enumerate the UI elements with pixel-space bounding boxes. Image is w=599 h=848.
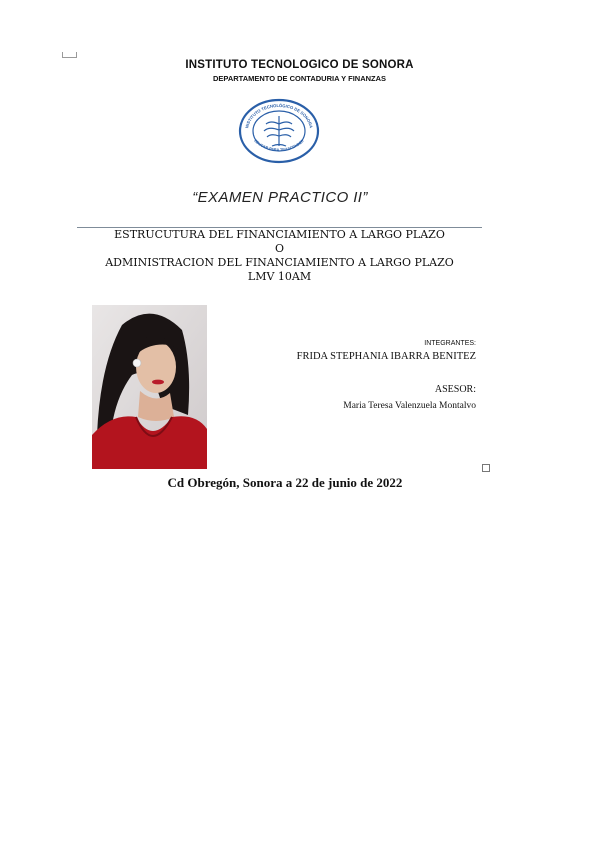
- subject-line-4: LMV 10AM: [247, 270, 312, 283]
- exam-title: “EXAMEN PRACTICO II”: [192, 189, 368, 206]
- place-and-date: Cd Obregón, Sonora a 22 de junio de 2022: [167, 475, 403, 490]
- department-name: DEPARTAMENTO DE CONTADURIA Y FINANZAS: [212, 74, 387, 83]
- tree-icon: [264, 116, 294, 146]
- empty-checkbox[interactable]: [482, 464, 490, 472]
- subject-line-1: ESTRUCUTURA DEL FINANCIAMIENTO A LARGO PLAZO: [114, 228, 445, 241]
- members-label: INTEGRANTES:: [424, 340, 476, 347]
- member-name: FRIDA STEPHANIA IBARRA BENITEZ: [296, 351, 476, 362]
- institution-name: INSTITUTO TECNOLOGICO DE SONORA: [185, 59, 414, 71]
- advisor-name: Maria Teresa Valenzuela Montalvo: [343, 401, 476, 411]
- institution-seal: [238, 98, 320, 164]
- subject-line-2: O: [274, 242, 285, 255]
- seal-top-text: INSTITUTO TECNOLÓGICO DE SONORA: [244, 102, 314, 129]
- student-photo: [92, 305, 207, 469]
- page-corner-mark: [62, 52, 77, 58]
- seal-bottom-text: EDUCAR PARA TRASCENDER: [253, 138, 305, 153]
- advisor-label: ASESOR:: [434, 384, 476, 395]
- subject-line-3: ADMINISTRACION DEL FINANCIAMIENTO A LARGO PLAZO: [105, 256, 454, 269]
